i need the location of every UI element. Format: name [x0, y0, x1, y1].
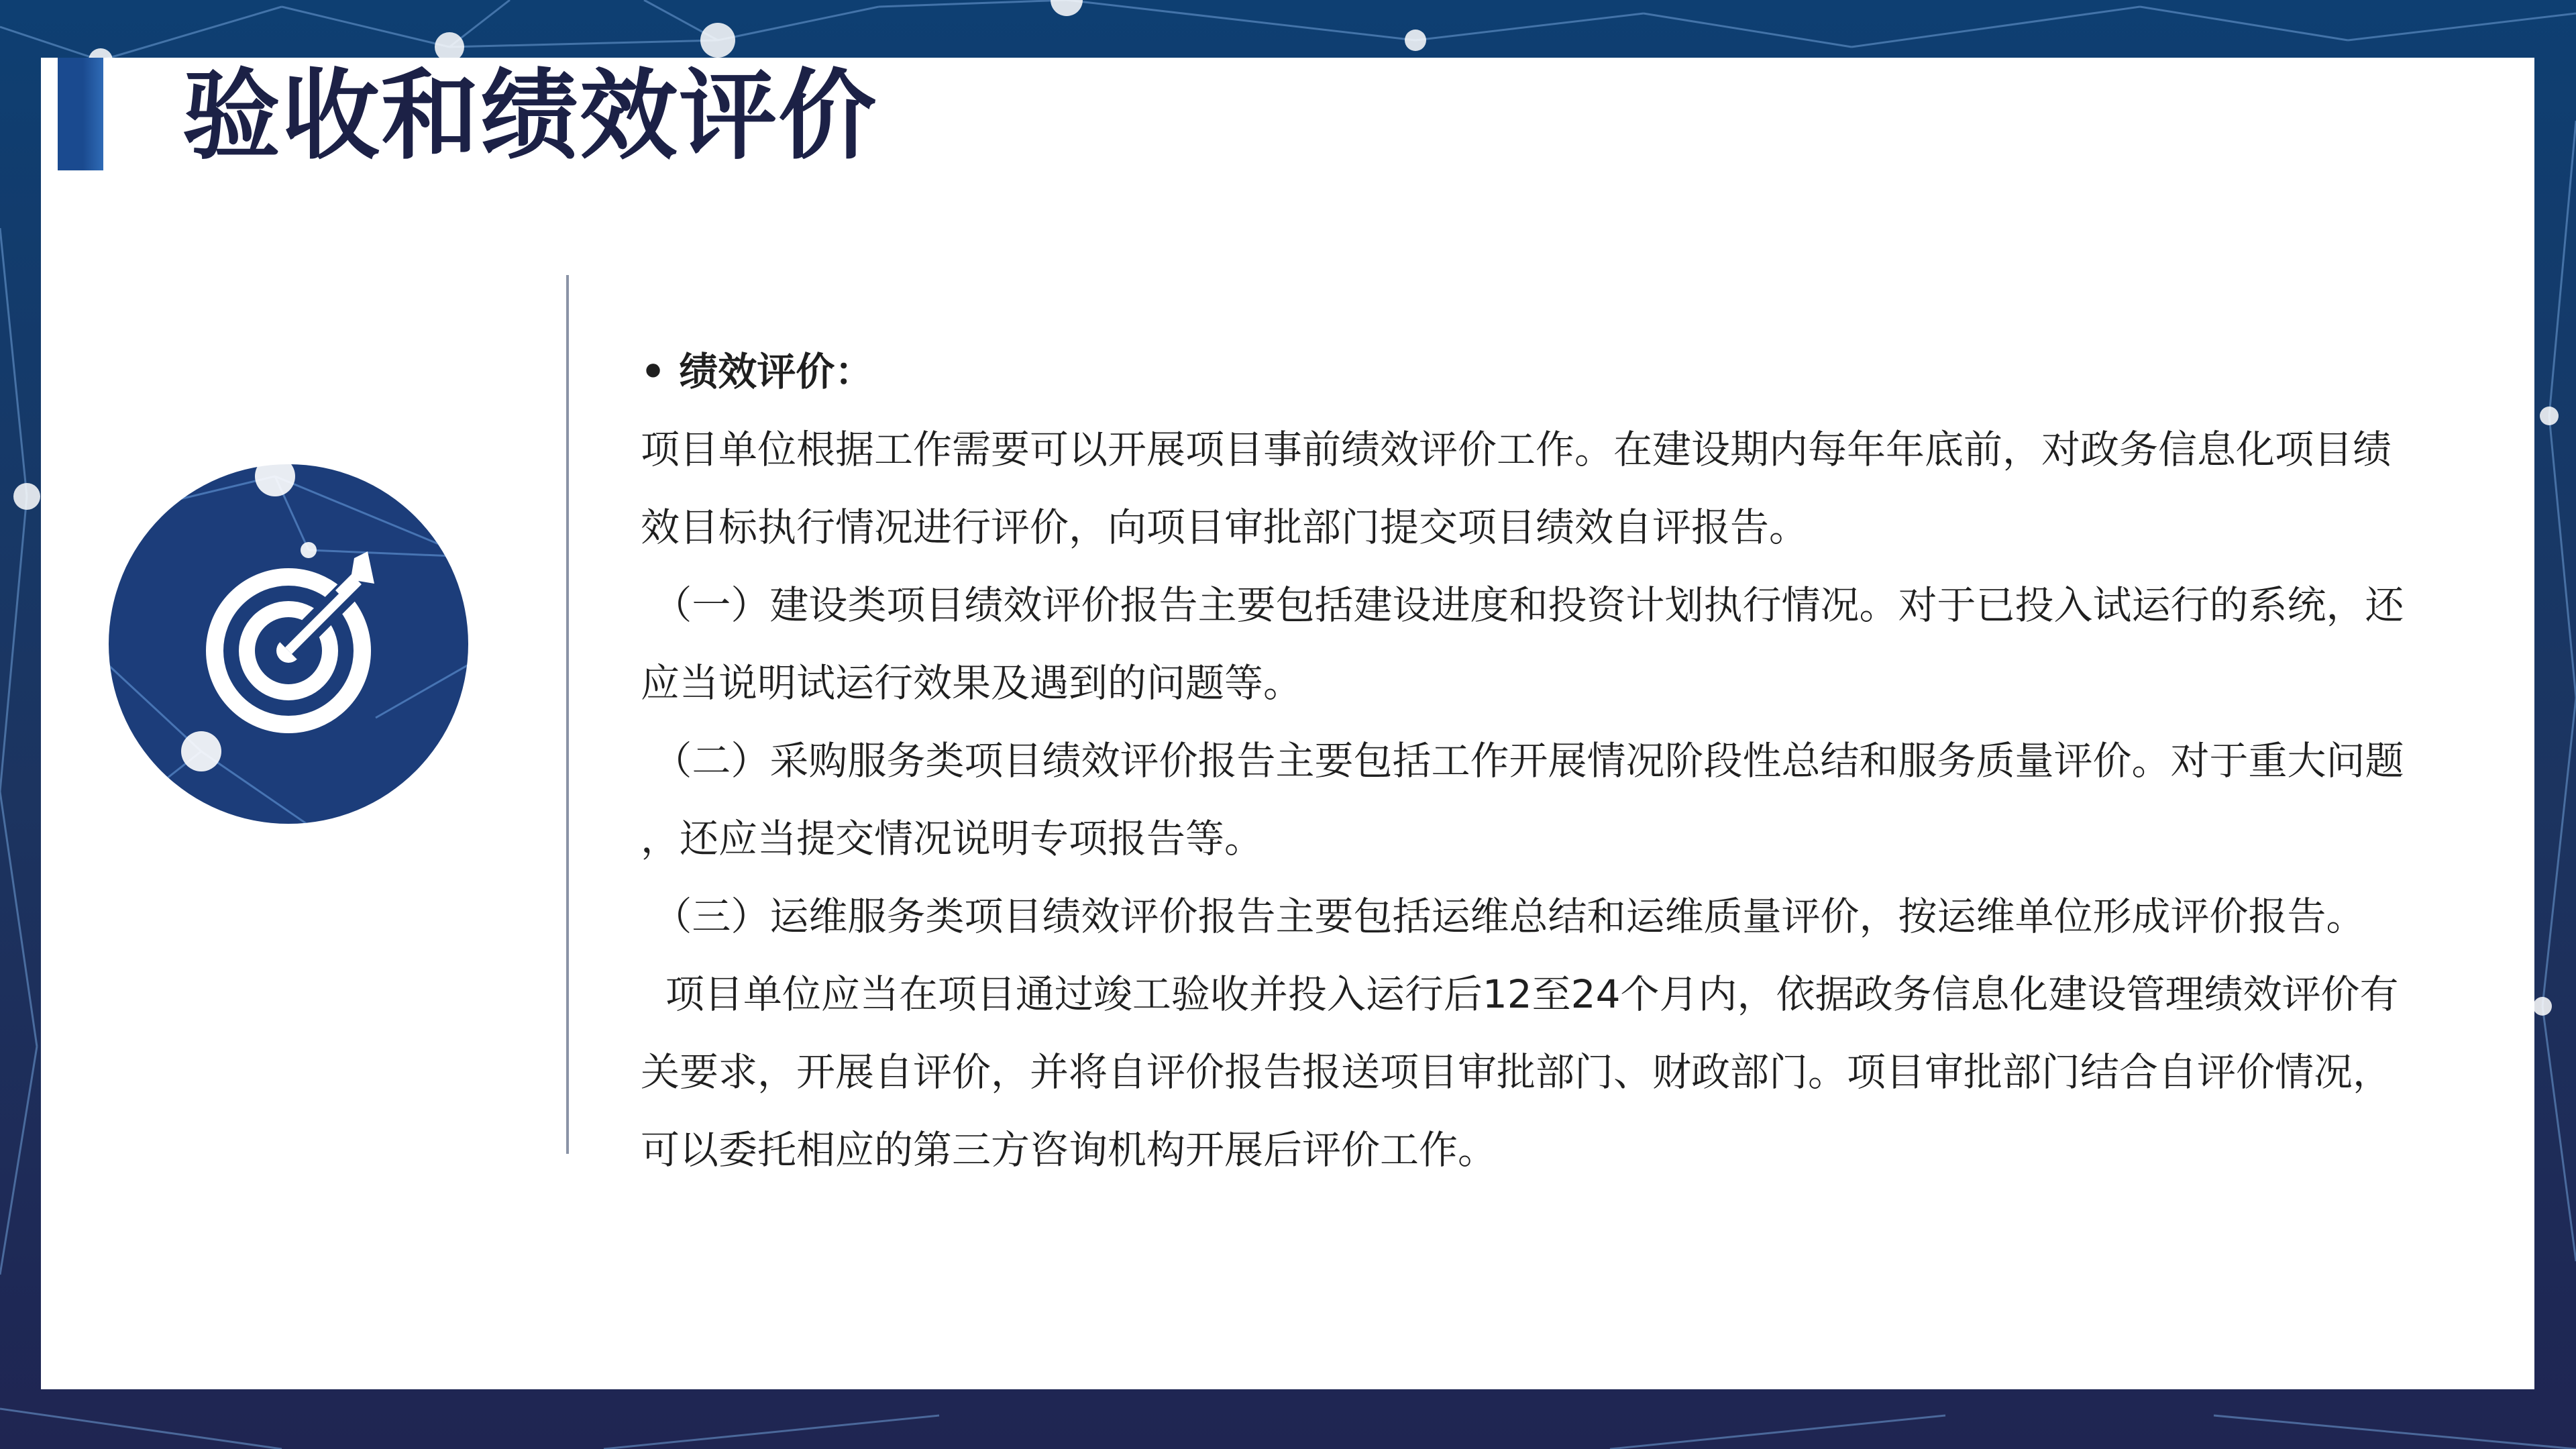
title-accent-bar [58, 58, 103, 170]
text-line: （一）建设类项目绩效评价报告主要包括建设进度和投资计划执行情况。对于已投入试运行的系统，还 [641, 582, 2404, 628]
text-line: （三）运维服务类项目绩效评价报告主要包括运维总结和运维质量评价，按运维单位形成评价报告。 [641, 894, 2365, 939]
body-text [641, 333, 2404, 1189]
target-icon [107, 463, 470, 825]
text-line: ，还应当提交情况说明专项报告等。 [641, 816, 1264, 861]
text-line: 项目单位应当在项目通过竣工验收并投入运行后12至24个月内，依据政务信息化建设管理绩效评价有 [641, 971, 2399, 1017]
page-title: 验收和绩效评价 [182, 59, 877, 173]
text-line: 应当说明试运行效果及遇到的问题等。 [641, 660, 1303, 706]
text-line: 关要求，开展自评价，并将自评价报告报送项目审批部门、财政部门。项目审批部门结合自评价情况， [641, 1049, 2392, 1095]
text-line: 可以委托相应的第三方咨询机构开展后评价工作。 [641, 1127, 1497, 1173]
text-line: 效目标执行情况进行评价，向项目审批部门提交项目绩效自评报告。 [641, 504, 1809, 550]
vertical-divider [566, 275, 569, 1154]
section-heading: • 绩效评价： [641, 349, 874, 394]
text-line: （二）采购服务类项目绩效评价报告主要包括工作开展情况阶段性总结和服务质量评价。对于重大问题 [641, 738, 2404, 784]
text-line: 项目单位根据工作需要可以开展项目事前绩效评价工作。在建设期内每年年底前，对政务信息化项目绩 [641, 427, 2392, 472]
